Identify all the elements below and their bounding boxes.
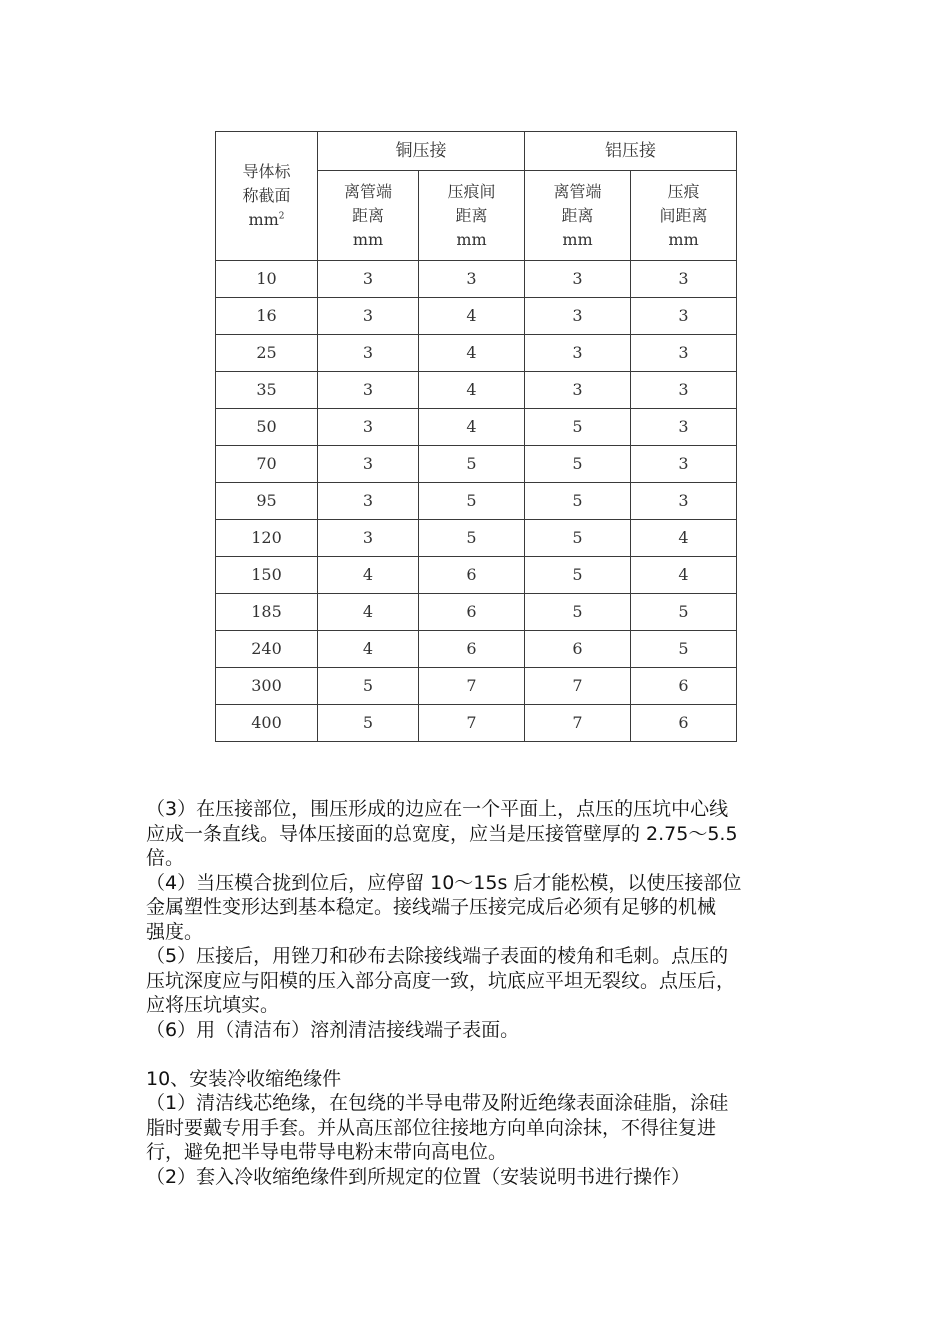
text-line: 倍。 bbox=[146, 847, 185, 869]
subheader-cell bbox=[525, 171, 631, 261]
table-row bbox=[216, 483, 737, 520]
paragraph bbox=[146, 1018, 826, 1043]
table-cell: 4 bbox=[631, 520, 737, 557]
table-cell: 185 bbox=[216, 594, 318, 631]
table-cell: 150 bbox=[216, 557, 318, 594]
table-cell: 5 bbox=[419, 483, 525, 520]
table-cell: 3 bbox=[318, 446, 419, 483]
subheader-line: 离管端 bbox=[343, 181, 392, 201]
table-cell: 4 bbox=[318, 594, 419, 631]
table-cell: 25 bbox=[216, 335, 318, 372]
table-cell: 5 bbox=[318, 705, 419, 742]
table-cell: 5 bbox=[525, 446, 631, 483]
text-line: 强度。 bbox=[146, 920, 204, 943]
table-cell: 10 bbox=[216, 261, 318, 298]
table-cell: 3 bbox=[631, 446, 737, 483]
subheader-cell bbox=[419, 171, 525, 261]
header-unit: $mm^2$ bbox=[248, 210, 285, 229]
table-cell: 3 bbox=[525, 261, 631, 298]
table-row bbox=[216, 372, 737, 409]
table-cell: 7 bbox=[525, 705, 631, 742]
table-cell: 3 bbox=[318, 483, 419, 520]
paragraph bbox=[146, 797, 826, 871]
table-cell: 6 bbox=[419, 594, 525, 631]
text-line: 脂时要戴专用手套。并从高压部位往接地方向单向涂抹，不得往复进 bbox=[146, 1116, 717, 1139]
table-row bbox=[216, 409, 737, 446]
text-line: 金属塑性变形达到基本稳定。接线端子压接完成后必须有足够的机械 bbox=[146, 896, 717, 918]
table-cell: 3 bbox=[631, 372, 737, 409]
subheader-line: 压痕间 bbox=[447, 181, 496, 201]
table-cell: 6 bbox=[631, 668, 737, 705]
crimp-spec-table bbox=[215, 131, 737, 742]
table-cell: 5 bbox=[318, 668, 419, 705]
table-cell: 240 bbox=[216, 631, 318, 668]
table-cell: 7 bbox=[419, 705, 525, 742]
table-cell: 3 bbox=[318, 520, 419, 557]
table-cell: 6 bbox=[525, 631, 631, 668]
table-cell: 5 bbox=[525, 557, 631, 594]
text-line: （2）套入冷收缩绝缘件到所规定的位置（安装说明书进行操作） bbox=[146, 1165, 691, 1188]
table-cell: 7 bbox=[419, 668, 525, 705]
table-cell: 35 bbox=[216, 372, 318, 409]
text-line: （6）用（清洁布）溶剂清洁接线端子表面。 bbox=[146, 1018, 520, 1041]
text-line: 应将压坑填实。 bbox=[146, 994, 280, 1016]
table-cell: 4 bbox=[318, 557, 419, 594]
subheader-line: 距离 bbox=[455, 205, 488, 225]
subheader-line: mm bbox=[352, 229, 384, 249]
table-cell: 3 bbox=[318, 298, 419, 335]
table-row bbox=[216, 261, 737, 298]
header-cross-section bbox=[216, 132, 318, 261]
text-line: 压坑深度应与阳模的压入部分高度一致，坑底应平坦无裂纹。点压后， bbox=[146, 969, 736, 992]
table-cell: 120 bbox=[216, 520, 318, 557]
table-cell: 5 bbox=[525, 520, 631, 557]
subheader-line: 离管端 bbox=[553, 181, 602, 201]
table-cell: 3 bbox=[525, 372, 631, 409]
table-cell: 3 bbox=[525, 335, 631, 372]
table-cell: 4 bbox=[318, 631, 419, 668]
table-row bbox=[216, 446, 737, 483]
subheader-line: mm bbox=[668, 229, 699, 249]
text-line: 应成一条直线。导体压接面的总宽度，应当是压接管壁厚的 2.75～5.5 bbox=[146, 822, 738, 845]
table-cell: 6 bbox=[631, 705, 737, 742]
paragraph bbox=[146, 1165, 826, 1190]
subheader-line: 距离 bbox=[561, 205, 594, 225]
table-cell: 5 bbox=[525, 483, 631, 520]
table-cell: 6 bbox=[419, 631, 525, 668]
header-aluminum: 铝压接 bbox=[525, 132, 737, 171]
paragraph bbox=[146, 1091, 826, 1165]
table-cell: 3 bbox=[631, 483, 737, 520]
table-row bbox=[216, 520, 737, 557]
table-cell: 70 bbox=[216, 446, 318, 483]
table-cell: 4 bbox=[419, 409, 525, 446]
table-row bbox=[216, 298, 737, 335]
table-cell: 4 bbox=[631, 557, 737, 594]
table-row bbox=[216, 705, 737, 742]
table-cell: 3 bbox=[318, 261, 419, 298]
paragraph bbox=[146, 1067, 826, 1092]
table-row bbox=[216, 594, 737, 631]
text-line: （5）压接后，用锉刀和砂布去除接线端子表面的棱角和毛刺。点压的 bbox=[146, 945, 729, 967]
header-copper: 铜压接 bbox=[318, 132, 525, 171]
table-cell: 4 bbox=[419, 298, 525, 335]
table-cell: 4 bbox=[419, 335, 525, 372]
table-cell: 3 bbox=[318, 335, 419, 372]
table-cell: 300 bbox=[216, 668, 318, 705]
subheader-line: mm bbox=[562, 229, 593, 249]
table-row bbox=[216, 668, 737, 705]
table-cell: 5 bbox=[631, 594, 737, 631]
table-cell: 6 bbox=[419, 557, 525, 594]
text-line: 行，避免把半导电带导电粉末带向高电位。 bbox=[146, 1141, 508, 1163]
table-cell: 95 bbox=[216, 483, 318, 520]
table-cell: 5 bbox=[631, 631, 737, 668]
table-cell: 3 bbox=[631, 298, 737, 335]
text-line: （4）当压模合拢到位后，应停留 10～15s 后才能松模，以使压接部位 bbox=[146, 871, 742, 894]
table-cell: 5 bbox=[419, 446, 525, 483]
text-line: 10、安装冷收缩绝缘件 bbox=[146, 1067, 342, 1090]
table-cell: 400 bbox=[216, 705, 318, 742]
subheader-line: 间距离 bbox=[659, 205, 708, 225]
table-cell: 3 bbox=[419, 261, 525, 298]
subheader-line: mm bbox=[456, 229, 487, 249]
subheader-cell bbox=[318, 171, 419, 261]
table-cell: 5 bbox=[419, 520, 525, 557]
table-row bbox=[216, 631, 737, 668]
table-cell: 4 bbox=[419, 372, 525, 409]
table-row bbox=[216, 557, 737, 594]
table-cell: 7 bbox=[525, 668, 631, 705]
body-text bbox=[146, 797, 826, 1189]
subheader-cell bbox=[631, 171, 737, 261]
table-cell: 50 bbox=[216, 409, 318, 446]
table-cell: 5 bbox=[525, 409, 631, 446]
table-cell: 16 bbox=[216, 298, 318, 335]
table-cell: 3 bbox=[631, 335, 737, 372]
text-line: （3）在压接部位，围压形成的边应在一个平面上，点压的压坑中心线 bbox=[146, 798, 729, 820]
table-row bbox=[216, 335, 737, 372]
text-line: （1）清洁线芯绝缘，在包绕的半导电带及附近绝缘表面涂硅脂，涂硅 bbox=[146, 1092, 729, 1114]
subheader-line: 距离 bbox=[351, 205, 384, 225]
paragraph bbox=[146, 871, 826, 945]
table-cell: 3 bbox=[318, 372, 419, 409]
table-cell: 3 bbox=[525, 298, 631, 335]
table-cell: 5 bbox=[525, 594, 631, 631]
table-cell: 3 bbox=[318, 409, 419, 446]
header-line: 称截面 bbox=[242, 186, 291, 205]
subheader-line: 压痕 bbox=[667, 181, 700, 201]
paragraph bbox=[146, 944, 826, 1018]
header-line: 导体标 bbox=[242, 162, 291, 181]
table-cell: 3 bbox=[631, 261, 737, 298]
table-cell: 3 bbox=[631, 409, 737, 446]
